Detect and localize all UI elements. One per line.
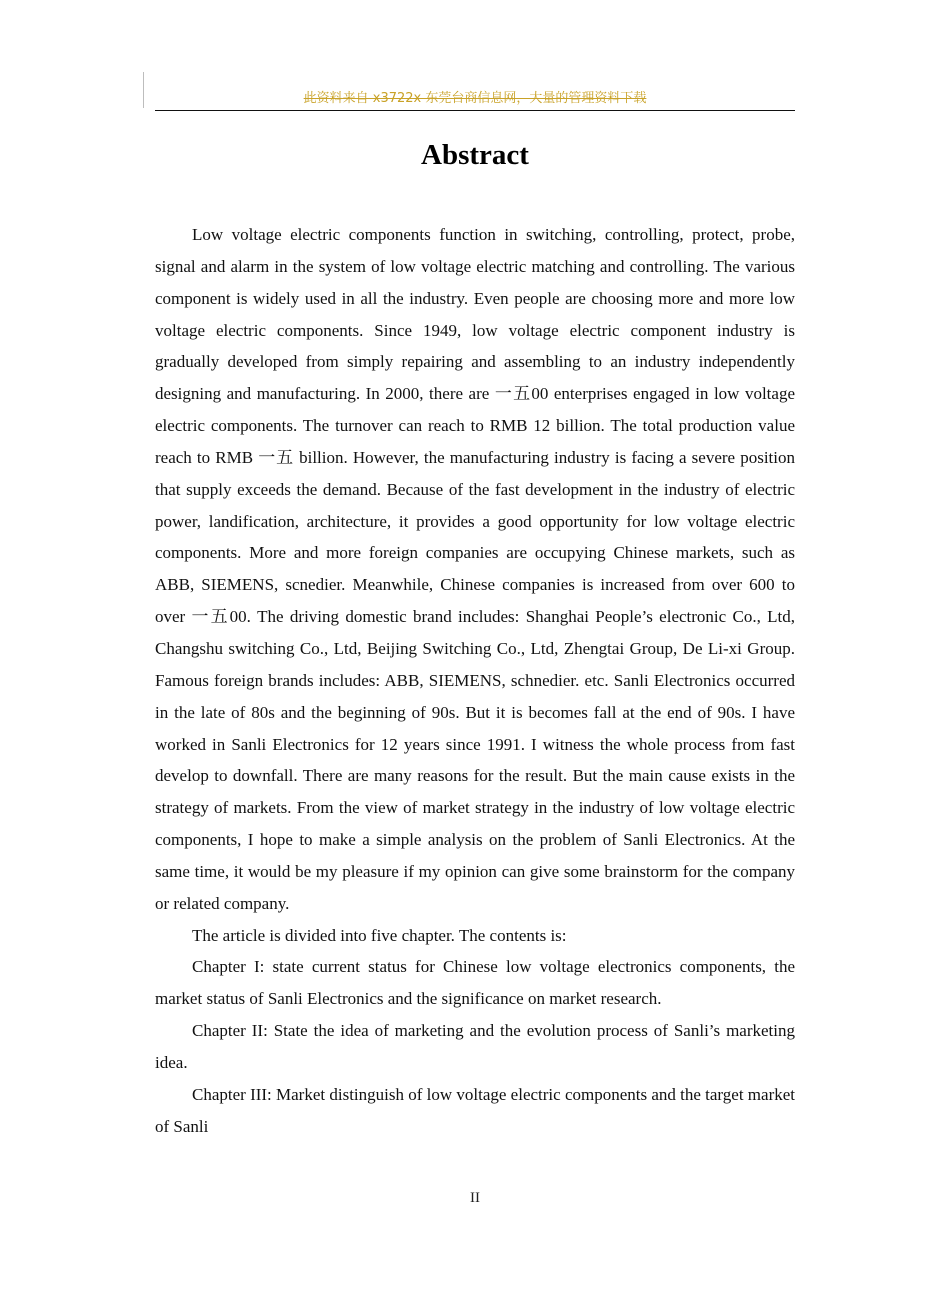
header-rule <box>155 110 795 111</box>
page-number: II <box>470 1190 480 1206</box>
page-title: Abstract <box>421 139 529 171</box>
paragraph-chapter-2: Chapter II: State the idea of marketing and the evolution process of Sanli’s marketing idea. <box>155 1021 795 1072</box>
paragraph-intro: Low voltage electric components function in switching, controlling, protect, probe, signal and alarm in the system of low voltage electric matching and controlling. The various component is widely used in all the industry. Even people are choosing more and more low voltage electric components. Since 1949, low voltage electric component industry is gradually developed from simply repairing and assembling to an industry independently designing and manufacturing. In 2000, there are 一五00 enterprises engaged in low voltage electric components. The turnover can reach to RMB 12 billion. The total production value reach to RMB 一五 billion. However, the manufacturing industry is facing a severe position that supply exceeds the demand. Because of the fast development in the industry of electric power, landification, architecture, it provides a good opportunity for low voltage electric components. More and more foreign companies are occupying Chinese markets, such as ABB, SIEMENS, scnedier. Meanwhile, Chinese companies is increased from over 600 to over 一五00. The driving domestic brand includes: Shanghai People’s electronic Co., Ltd, Changshu switching Co., Ltd, Beijing Switching Co., Ltd, Zhengtai Group, De Li-xi Group. Famous foreign brands includes: ABB, SIEMENS, schnedier. etc. Sanli Electronics occurred in the late of 80s and the beginning of 90s. But it is becomes fall at the end of 90s. I have worked in Sanli Electronics for 12 years since 1991. I witness the whole process from fast develop to downfall. There are many reasons for the result. But the main cause exists in the strategy of markets. From the view of market strategy in the industry of low voltage electric components, I hope to make a simple analysis on the problem of Sanli Electronics. At the same time, it would be my pleasure if my opinion can give some brainstorm for the company or related company. <box>155 225 795 913</box>
abstract-body <box>155 219 795 1142</box>
header-banner: 此资料来自 x3722x 东莞台商信息网，大量的管理资料下载 <box>303 91 647 106</box>
margin-mark <box>143 72 144 108</box>
paragraph-chapter-1: Chapter I: state current status for Chinese low voltage electronics components, the market status of Sanli Electronics and the significance on market research. <box>155 957 795 1009</box>
paragraph-structure: The article is divided into five chapter. The contents is: <box>192 925 567 945</box>
paragraph-chapter-3: Chapter III: Market distinguish of low voltage electric components and the target market of Sanli <box>155 1084 796 1136</box>
